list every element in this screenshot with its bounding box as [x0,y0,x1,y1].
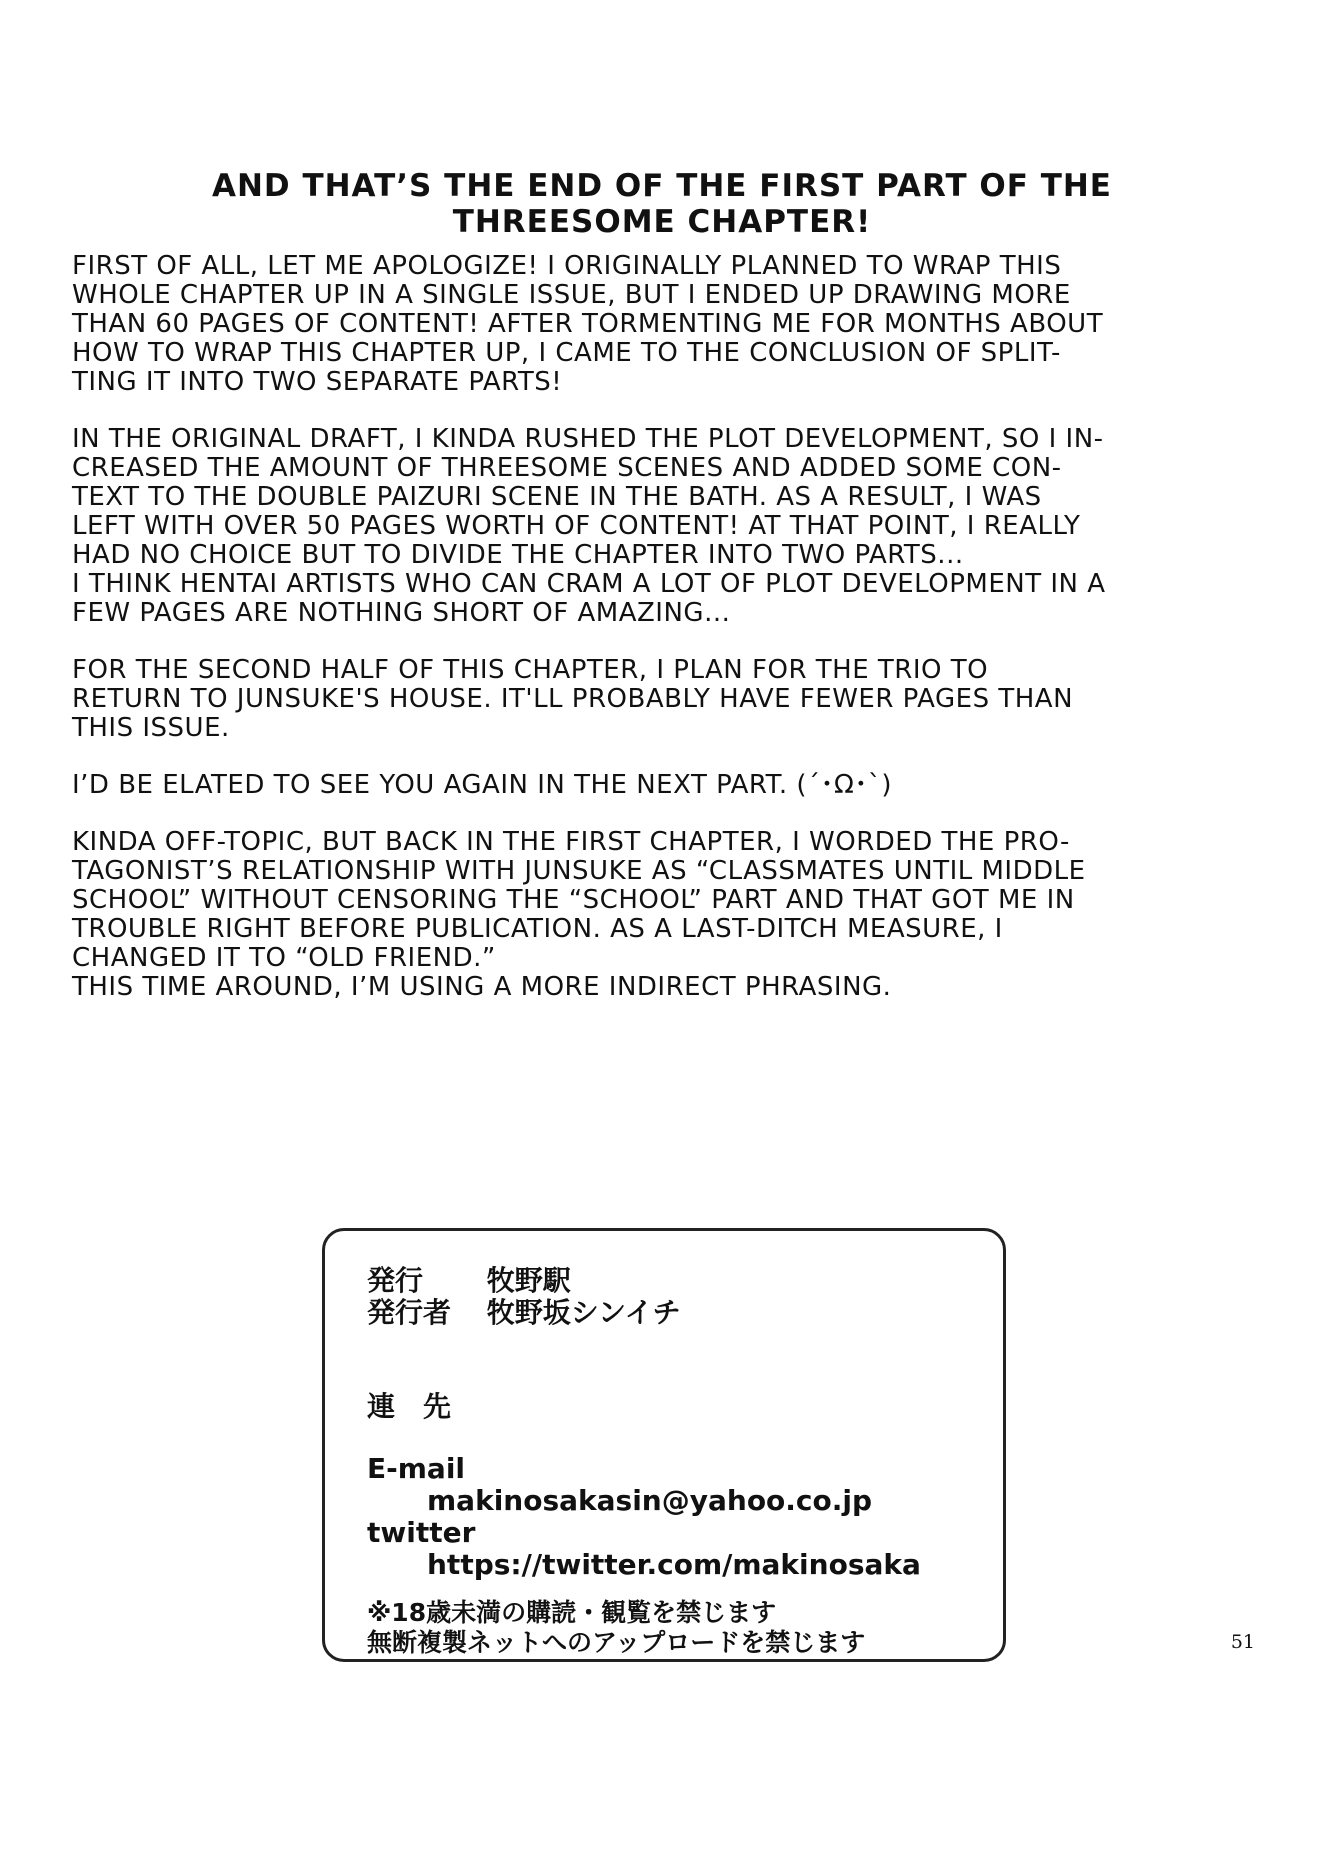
afterword-paragraph-apology [72,252,1272,397]
afterword-paragraph-off-topic [72,828,1272,1002]
paragraph-line: TROUBLE RIGHT BEFORE PUBLICATION. AS A LAST-DITCH MEASURE, I [72,914,1003,944]
paragraph-line: TING IT INTO TWO SEPARATE PARTS! [72,367,563,397]
email-label: E-mail [367,1452,466,1485]
afterword-paragraph-second-half [72,656,1272,743]
paragraph-line: TEXT TO THE DOUBLE PAIZURI SCENE IN THE BATH. AS A RESULT, I WAS [72,482,1042,512]
paragraph-line: RETURN TO JUNSUKE'S HOUSE. IT'LL PROBABLY HAVE FEWER PAGES THAN [72,684,1074,714]
paragraph-line: WHOLE CHAPTER UP IN A SINGLE ISSUE, BUT I ENDED UP DRAWING MORE [72,280,1071,310]
paragraph-line: HOW TO WRAP THIS CHAPTER UP, I CAME TO THE CONCLUSION OF SPLIT- [72,338,1061,368]
paragraph-line: THIS TIME AROUND, I’M USING A MORE INDIRECT PHRASING. [72,972,892,1002]
afterword-section [72,168,1272,1030]
publisher-row [367,1265,571,1297]
paragraph-line: LEFT WITH OVER 50 PAGES WORTH OF CONTENT! AT THAT POINT, I REALLY [72,511,1081,541]
paragraph-line: CREASED THE AMOUNT OF THREESOME SCENES AND ADDED SOME CON- [72,453,1062,483]
paragraph-line: FOR THE SECOND HALF OF THIS CHAPTER, I PLAN FOR THE TRIO TO [72,655,989,685]
issuer-row [367,1297,681,1329]
contact-label: 連 先 [367,1390,452,1423]
upload-prohibition-notice: 無断複製ネットへのアップロードを禁じます [367,1628,866,1657]
issuer-value: 牧野坂シンイチ [486,1296,681,1329]
paragraph-line: FEW PAGES ARE NOTHING SHORT OF AMAZING... [72,598,731,628]
paragraph-line: I’D BE ELATED TO SEE YOU AGAIN IN THE NEXT PART. (´･Ω･`) [72,770,893,800]
paragraph-line: I THINK HENTAI ARTISTS WHO CAN CRAM A LOT OF PLOT DEVELOPMENT IN A [72,569,1106,599]
publisher-value: 牧野駅 [486,1264,571,1297]
paragraph-line: THIS ISSUE. [72,713,230,743]
colophon-box [322,1228,1006,1662]
paragraph-line: TAGONIST’S RELATIONSHIP WITH JUNSUKE AS “CLASSMATES UNTIL MIDDLE [72,856,1086,886]
paragraph-line: HAD NO CHOICE BUT TO DIVIDE THE CHAPTER INTO TWO PARTS... [72,540,964,570]
twitter-label: twitter [367,1516,476,1549]
afterword-paragraph-draft [72,425,1272,628]
paragraph-line: SCHOOL” WITHOUT CENSORING THE “SCHOOL” PART AND THAT GOT ME IN [72,885,1075,915]
paragraph-line: CHANGED IT TO “OLD FRIEND.” [72,943,496,973]
age-restriction-notice: ※18歳未満の購読・観覧を禁じます [367,1598,777,1627]
email-value: makinosakasin@yahoo.co.jp [427,1484,873,1517]
twitter-value: https://twitter.com/makinosaka [427,1548,921,1581]
paragraph-line: KINDA OFF-TOPIC, BUT BACK IN THE FIRST CHAPTER, I WORDED THE PRO- [72,827,1070,857]
afterword-paragraph-see-you [72,771,1272,800]
page-number: 51 [1230,1631,1255,1653]
afterword-title [72,168,1272,240]
paragraph-line: FIRST OF ALL, LET ME APOLOGIZE! I ORIGINALLY PLANNED TO WRAP THIS [72,251,1062,281]
paragraph-line: IN THE ORIGINAL DRAFT, I KINDA RUSHED THE PLOT DEVELOPMENT, SO I IN- [72,424,1104,454]
afterword-title-line: AND THAT’S THE END OF THE FIRST PART OF THE [212,168,1112,204]
paragraph-line: THAN 60 PAGES OF CONTENT! AFTER TORMENTING ME FOR MONTHS ABOUT [72,309,1104,339]
publisher-label: 発行 [367,1264,424,1297]
afterword-title-line: THREESOME CHAPTER! [452,204,872,240]
issuer-label: 発行者 [367,1296,452,1329]
